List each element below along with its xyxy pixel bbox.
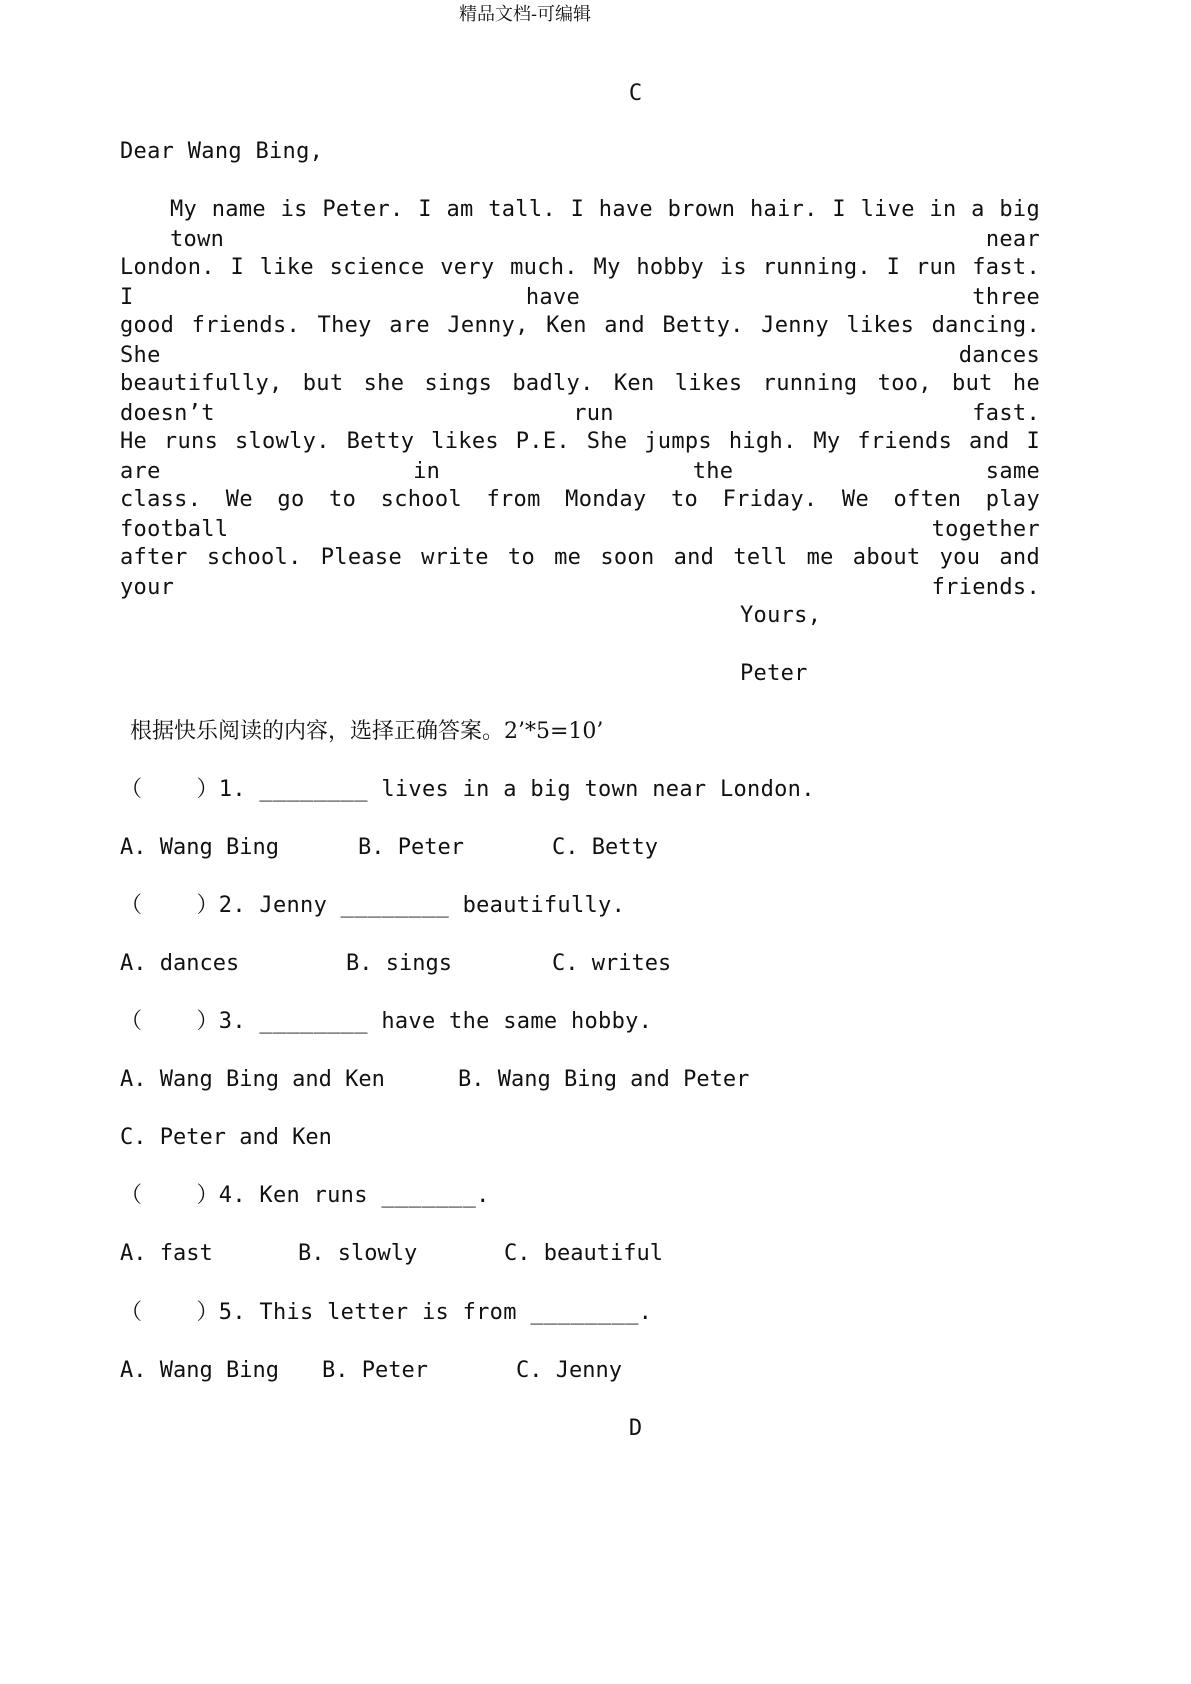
section-heading-c: C: [628, 81, 643, 106]
answer-option: A. fast: [120, 1241, 213, 1266]
letter-line: He runs slowly. Betty likes P.E. She jumps high. My friends and I are in the same: [120, 429, 1040, 484]
question-stem: （ ）3. ________ have the same hobby.: [120, 1009, 653, 1034]
answer-option: A. dances: [120, 951, 240, 976]
letter-line: after school. Please write to me soon and tell me about you and your friends.: [120, 545, 1040, 600]
question-stem: （ ）1. ________ lives in a big town near London.: [120, 777, 815, 802]
answer-option: A. Wang Bing: [120, 1358, 279, 1383]
answer-option: B. Peter: [358, 835, 464, 860]
question-stem: （ ）5. This letter is from ________.: [120, 1300, 653, 1325]
answer-option: C. Peter and Ken: [120, 1125, 332, 1150]
page-header: 精品文档-可编辑: [458, 4, 592, 25]
answer-option: C. Betty: [552, 835, 658, 860]
letter-line: London. I like science very much. My hobby is running. I run fast. I have three: [120, 255, 1040, 310]
letter-line: My name is Peter. I am tall. I have brown hair. I live in a big town near: [170, 197, 1040, 252]
question-stem: （ ）4. Ken runs _______.: [120, 1183, 490, 1208]
letter-signature: Peter: [740, 661, 808, 686]
answer-option: A. Wang Bing: [120, 835, 279, 860]
letter-line: class. We go to school from Monday to Friday. We often play football together: [120, 487, 1040, 542]
answer-option: C. beautiful: [504, 1241, 663, 1266]
question-instruction: 根据快乐阅读的内容，选择正确答案。2’*5=10’: [130, 719, 604, 744]
answer-option: C. Jenny: [516, 1358, 622, 1383]
answer-option: B. Peter: [322, 1358, 428, 1383]
letter-line: good friends. They are Jenny, Ken and Betty. Jenny likes dancing. She dances: [120, 313, 1040, 368]
question-stem: （ ）2. Jenny ________ beautifully.: [120, 893, 626, 918]
letter-line: beautifully, but she sings badly. Ken likes running too, but he doesn’t run fast.: [120, 371, 1040, 426]
letter-salutation: Dear Wang Bing,: [120, 139, 324, 164]
answer-option: B. slowly: [298, 1241, 418, 1266]
answer-option: B. Wang Bing and Peter: [458, 1067, 750, 1092]
letter-closing: Yours,: [740, 603, 822, 628]
answer-option: A. Wang Bing and Ken: [120, 1067, 385, 1092]
section-heading-d: D: [628, 1416, 643, 1441]
answer-option: C. writes: [552, 951, 672, 976]
answer-option: B. sings: [346, 951, 452, 976]
